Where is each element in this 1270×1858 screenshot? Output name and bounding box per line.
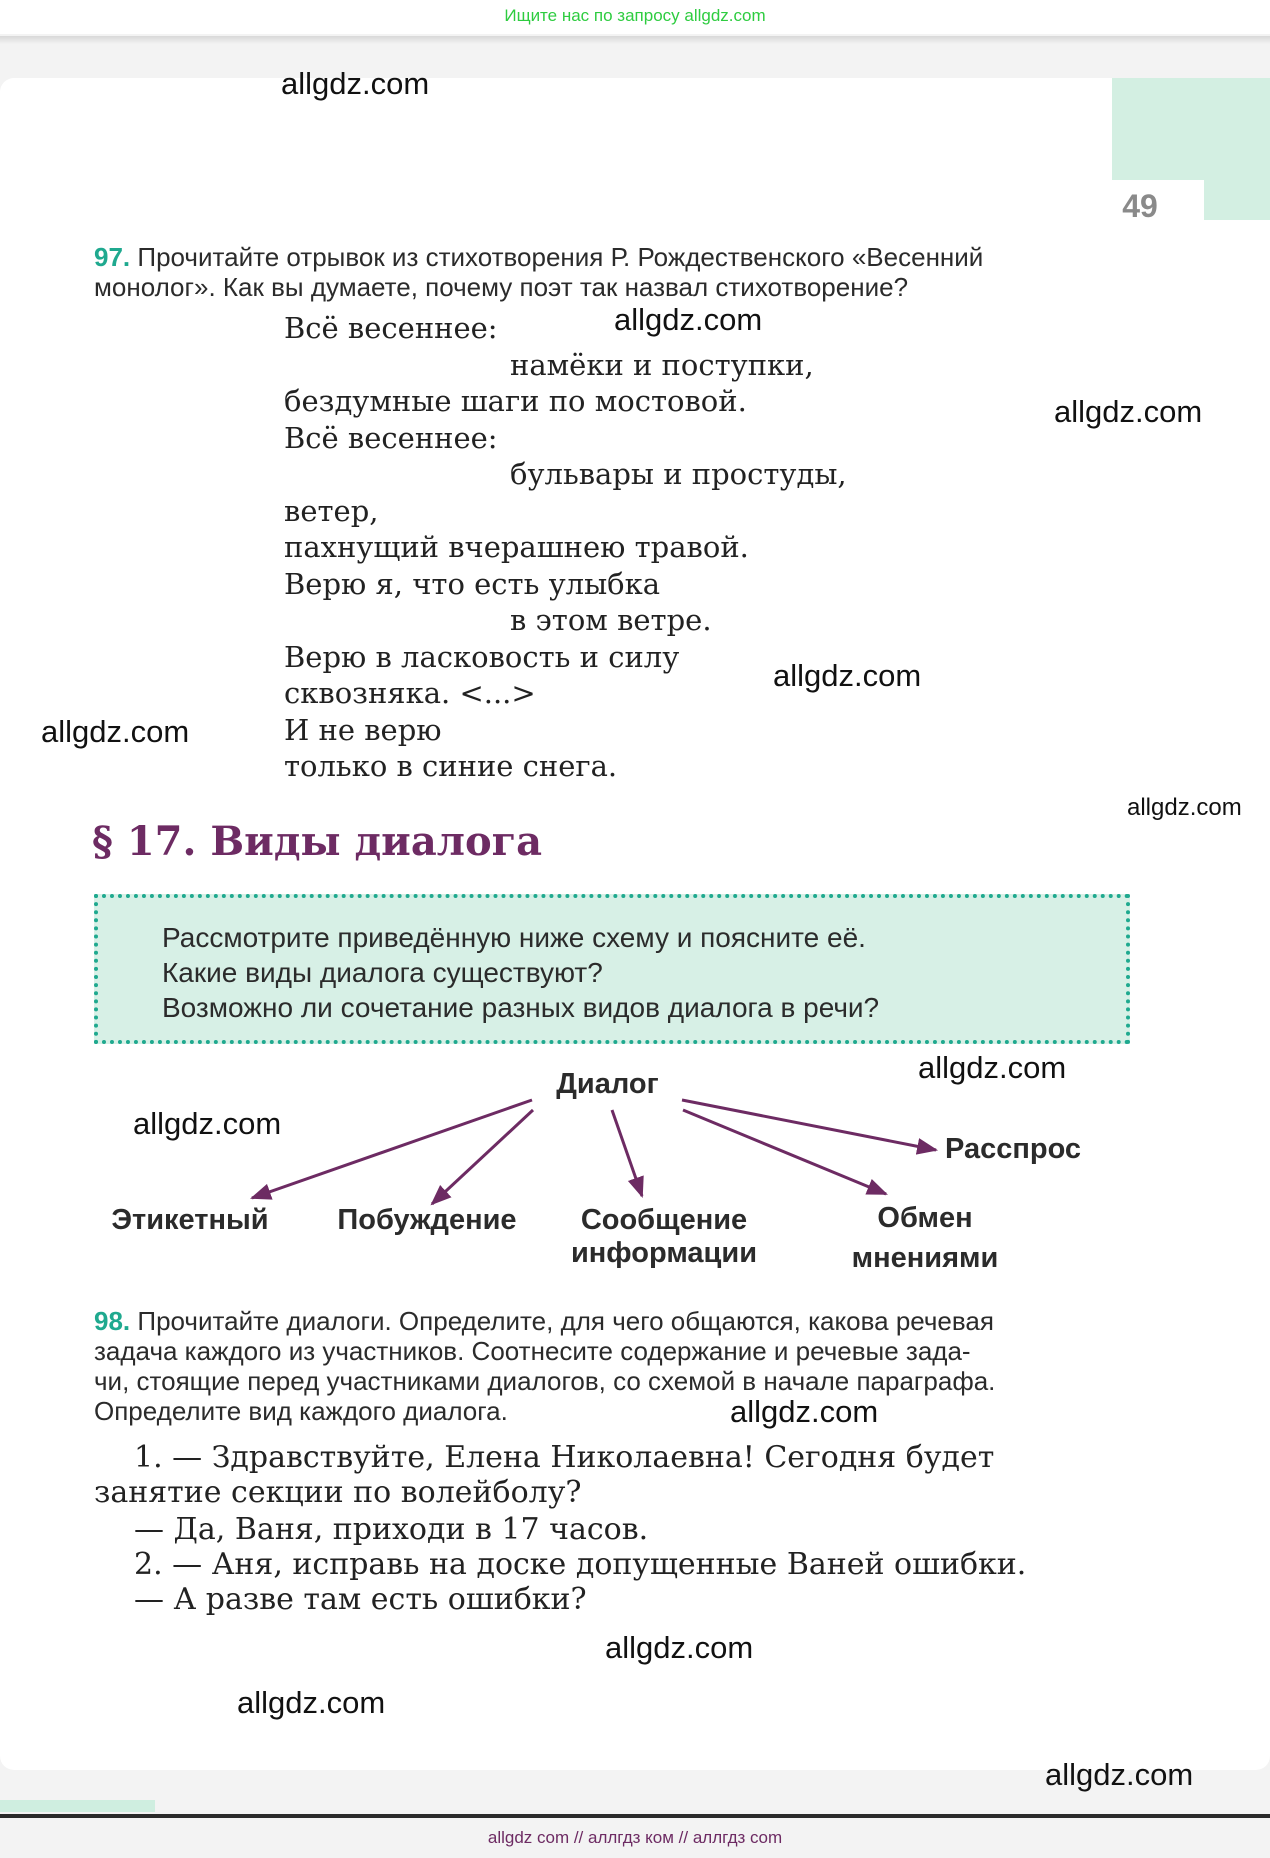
task-98-line3: чи, стоящие перед участниками диалогов, со схемой в начале параграфа. bbox=[94, 1366, 996, 1396]
diagram-inquiry: Расспрос bbox=[945, 1133, 1082, 1165]
task-97-line2: монолог». Как вы думаете, почему поэт так назвал стихотворение? bbox=[94, 272, 909, 302]
dialog-line: — А разве там есть ошибки? bbox=[134, 1582, 587, 1617]
top-shadow bbox=[0, 36, 1270, 44]
task-98-line1: Прочитайте диалоги. Определите, для чего общаются, какова речевая bbox=[137, 1306, 994, 1336]
watermark: allgdz.com bbox=[1045, 1757, 1194, 1792]
poem-line: Всё весеннее: bbox=[284, 421, 498, 455]
dialog-line: — Да, Ваня, приходи в 17 часов. bbox=[134, 1512, 649, 1547]
diagram-etiquette: Этикетный bbox=[111, 1204, 269, 1236]
corner-tab-lower bbox=[1204, 178, 1270, 220]
poem-line: Верю я, что есть улыбка bbox=[284, 567, 661, 601]
diagram-message-line1: Сообщение bbox=[580, 1204, 748, 1236]
diagram-opinion-line1: Обмен bbox=[877, 1202, 973, 1234]
section-title: § 17. Виды диалога bbox=[92, 818, 543, 865]
task-98-number: 98. bbox=[94, 1306, 131, 1336]
watermark: allgdz.com bbox=[1054, 394, 1203, 429]
page-number: 49 bbox=[1122, 188, 1158, 224]
question-line: Возможно ли сочетание разных видов диалога в речи? bbox=[162, 992, 880, 1023]
watermark: allgdz.com bbox=[614, 302, 763, 337]
dialog-line: 2. — Аня, исправь на доске допущенные Ваней ошибки. bbox=[134, 1547, 1027, 1582]
poem-line: ветер, bbox=[284, 494, 379, 528]
question-line: Какие виды диалога существуют? bbox=[162, 957, 603, 988]
arrow-opinion bbox=[683, 1110, 886, 1194]
banner-link[interactable]: Ищите нас по запросу allgdz.com bbox=[504, 6, 766, 25]
task-98-line4: Определите вид каждого диалога. bbox=[94, 1396, 508, 1426]
diagram-message bbox=[554, 1204, 774, 1270]
dialog-line: 1. — Здравствуйте, Елена Николаевна! Сегодня будет bbox=[134, 1440, 995, 1475]
poem-line: намёки и поступки, bbox=[510, 348, 814, 382]
watermark: allgdz.com bbox=[918, 1050, 1067, 1085]
bottom-green-strip bbox=[0, 1800, 155, 1812]
diagram-root: Диалог bbox=[556, 1068, 659, 1100]
poem-line: пахнущий вчерашнею травой. bbox=[284, 530, 749, 564]
watermark: allgdz.com bbox=[1127, 794, 1242, 821]
dialog-line: занятие секции по волейболу? bbox=[94, 1475, 582, 1510]
arrow-motivation bbox=[432, 1110, 533, 1204]
diagram-opinion-line2: мнениями bbox=[851, 1242, 999, 1274]
poem-line: И не верю bbox=[284, 713, 442, 747]
question-line: Рассмотрите приведённую ниже схему и поясните её. bbox=[162, 922, 866, 953]
bottom-divider bbox=[0, 1814, 1270, 1818]
diagram-motivation: Побуждение bbox=[337, 1204, 517, 1236]
watermark: allgdz.com bbox=[281, 66, 430, 101]
poem-line: бездумные шаги по мостовой. bbox=[284, 384, 747, 418]
task-98-line2: задача каждого из участников. Соотнесите содержание и речевые зада- bbox=[94, 1336, 971, 1366]
task-97-line1: Прочитайте отрывок из стихотворения Р. Рождественского «Весенний bbox=[137, 242, 984, 272]
top-banner bbox=[0, 0, 1270, 34]
footer-links[interactable]: allgdz com // аллгдз ком // аллгдз com bbox=[487, 1828, 783, 1847]
watermark: allgdz.com bbox=[730, 1394, 879, 1429]
watermark: allgdz.com bbox=[41, 714, 190, 749]
poem-line: Всё весеннее: bbox=[284, 311, 498, 345]
poem-line: бульвары и простуды, bbox=[510, 457, 847, 491]
corner-tab bbox=[1112, 78, 1270, 180]
poem-line: сквозняка. <...> bbox=[284, 676, 536, 710]
watermark: allgdz.com bbox=[237, 1685, 386, 1720]
poem-line: только в синие снега. bbox=[284, 749, 618, 783]
question-box bbox=[94, 894, 1130, 1044]
task-97 bbox=[94, 242, 983, 302]
watermark: allgdz.com bbox=[133, 1106, 282, 1141]
watermark: allgdz.com bbox=[773, 658, 922, 693]
poem-line: в этом ветре. bbox=[510, 603, 712, 637]
poem-line: Верю в ласковость и силу bbox=[284, 640, 680, 674]
task-97-number: 97. bbox=[94, 242, 131, 272]
arrow-message bbox=[612, 1110, 642, 1196]
diagram-message-line2: информации bbox=[570, 1237, 758, 1269]
diagram-opinion bbox=[840, 1198, 1010, 1278]
watermark: allgdz.com bbox=[605, 1630, 754, 1665]
